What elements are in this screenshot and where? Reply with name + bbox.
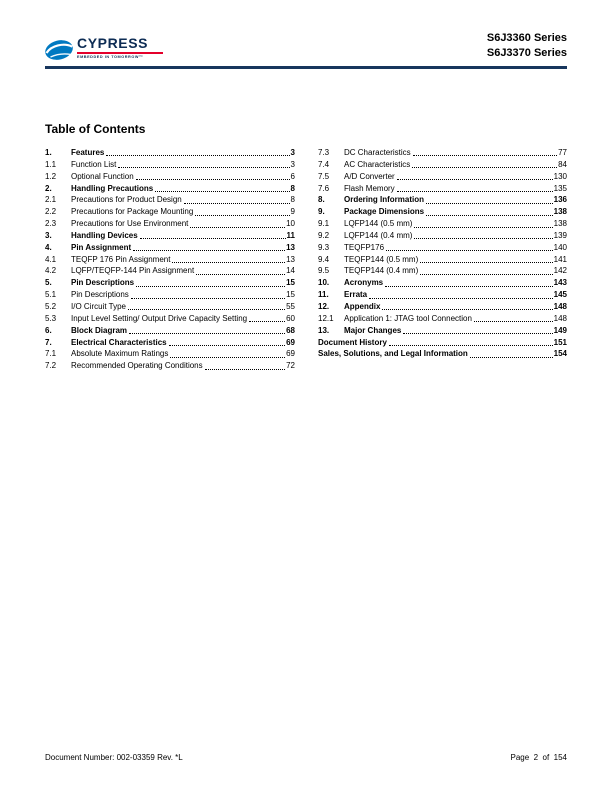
cypress-logo-mark <box>44 38 74 62</box>
toc-entry[interactable] <box>318 171 567 183</box>
toc-entry-label: LQFP/TEQFP-144 Pin Assignment <box>71 266 195 276</box>
toc-entry-number: 4. <box>45 242 52 252</box>
toc-entry[interactable] <box>318 242 567 254</box>
toc-dot-leader <box>106 147 289 156</box>
logo-tagline: EMBEDDED IN TOMORROW™ <box>77 54 144 59</box>
toc-entry-label: Major Changes <box>344 325 402 335</box>
toc-entry-page: 13 <box>286 242 295 252</box>
series-line-1: S6J3360 Series <box>486 32 567 44</box>
toc-entry-label: DC Characteristics <box>344 148 411 157</box>
toc-right-column <box>318 147 567 372</box>
toc-entry[interactable] <box>318 301 567 313</box>
toc-entry-page: 136 <box>553 195 567 205</box>
toc-entry[interactable] <box>45 147 295 159</box>
toc-entry-number: 9.4 <box>318 254 330 264</box>
toc-entry-label: Precautions for Product Design <box>71 195 182 205</box>
toc-entry[interactable] <box>45 230 295 242</box>
toc-entry-page: 135 <box>553 183 567 193</box>
toc-entry[interactable] <box>45 348 295 360</box>
toc-entry-label: Input Level Setting/ Output Drive Capacity Setting <box>71 313 248 323</box>
toc-dot-leader <box>420 265 552 274</box>
toc-dot-leader <box>426 194 553 203</box>
toc-dot-leader <box>155 183 289 192</box>
toc-entry[interactable] <box>45 218 295 230</box>
toc-entry-number: 2.3 <box>45 219 57 229</box>
toc-entry-page: 139 <box>553 230 567 240</box>
toc-dot-leader <box>190 218 285 227</box>
document-number: Document Number: 002-03359 Rev. *L <box>45 753 183 762</box>
toc-entry-page: 14 <box>286 266 295 276</box>
toc-entry[interactable] <box>45 301 295 313</box>
toc-dot-leader <box>195 206 289 215</box>
toc-entry-page: 143 <box>553 278 567 288</box>
toc-entry-label: Function List <box>71 159 117 169</box>
toc-entry-label: Ordering Information <box>344 195 424 205</box>
toc-entry[interactable] <box>318 147 567 159</box>
header-rule <box>45 66 567 69</box>
toc-entry-number: 5.2 <box>45 301 57 311</box>
toc-dot-leader <box>369 289 553 298</box>
toc-entry[interactable] <box>45 265 295 277</box>
toc-entry-label: Flash Memory <box>344 183 395 193</box>
toc-entry-page: 15 <box>286 278 295 288</box>
toc-dot-leader <box>403 325 552 334</box>
table-of-contents <box>45 147 567 372</box>
series-line-2: S6J3370 Series <box>486 47 567 59</box>
toc-entry-page: 154 <box>553 349 567 359</box>
toc-dot-leader <box>133 242 285 251</box>
toc-entry-label: Electrical Characteristics <box>71 337 167 347</box>
toc-entry-page: 8 <box>290 183 295 193</box>
toc-entry-label: A/D Converter <box>344 171 395 181</box>
toc-dot-leader <box>389 337 553 346</box>
toc-entry-label: Absolute Maximum Ratings <box>71 349 169 359</box>
toc-dot-leader <box>136 171 290 180</box>
toc-entry-page: 141 <box>553 254 567 264</box>
toc-entry-label: TEQFP144 (0.5 mm) <box>344 254 419 264</box>
toc-entry-number: 11. <box>318 290 329 300</box>
toc-entry[interactable] <box>45 360 295 372</box>
toc-dot-leader <box>474 313 553 322</box>
toc-entry-number: 7.1 <box>45 349 57 359</box>
toc-entry-number: 6. <box>45 325 52 335</box>
toc-entry-number: 2.1 <box>45 195 57 205</box>
toc-entry-label: Package Dimensions <box>344 207 425 217</box>
toc-entry-page: 11 <box>286 230 295 240</box>
toc-entry-page: 8 <box>290 195 295 205</box>
toc-entry-number: 3. <box>45 230 52 240</box>
toc-entry-page: 142 <box>553 266 567 276</box>
toc-dot-leader <box>414 230 552 239</box>
toc-dot-leader <box>131 289 285 298</box>
toc-entry[interactable] <box>45 289 295 301</box>
toc-entry-number: 12.1 <box>318 313 334 323</box>
cypress-logo-text <box>77 36 163 59</box>
toc-entry-label: Handling Devices <box>71 230 138 240</box>
toc-entry-page: 148 <box>553 301 567 311</box>
toc-entry-label: Precautions for Package Mounting <box>71 207 194 217</box>
series-title-block <box>487 31 567 61</box>
toc-entry[interactable] <box>318 206 567 218</box>
toc-entry[interactable] <box>318 194 567 206</box>
toc-dot-leader <box>184 194 290 203</box>
toc-entry[interactable] <box>45 325 295 337</box>
toc-entry-label: Optional Function <box>71 171 134 181</box>
toc-dot-leader <box>414 218 552 227</box>
toc-entry-label: Pin Descriptions <box>71 290 129 300</box>
toc-entry-number: 9.1 <box>318 219 330 229</box>
toc-entry-page: 72 <box>286 361 295 371</box>
toc-dot-leader <box>382 301 552 310</box>
toc-entry[interactable] <box>318 337 567 349</box>
toc-entry-number: 1.1 <box>45 159 57 169</box>
toc-entry-label: LQFP144 (0.5 mm) <box>344 219 413 229</box>
toc-entry-page: 15 <box>286 290 295 300</box>
toc-dot-leader <box>386 242 553 251</box>
page-footer <box>45 753 567 762</box>
toc-entry-label: TEQFP 176 Pin Assignment <box>71 254 171 264</box>
toc-entry[interactable] <box>45 183 295 195</box>
toc-entry-page: 69 <box>286 337 295 347</box>
toc-dot-leader <box>470 348 553 357</box>
toc-entry-page: 69 <box>286 349 295 359</box>
toc-entry-page: 55 <box>286 301 295 311</box>
toc-dot-leader <box>249 313 285 322</box>
cypress-logo <box>44 36 163 62</box>
toc-entry[interactable] <box>45 242 295 254</box>
toc-entry-page: 149 <box>553 325 567 335</box>
toc-entry-page: 9 <box>290 207 295 217</box>
toc-dot-leader <box>385 277 553 286</box>
toc-dot-leader <box>136 277 285 286</box>
toc-entry-page: 77 <box>558 148 567 157</box>
toc-entry[interactable] <box>318 313 567 325</box>
toc-entry-number: 5.1 <box>45 290 57 300</box>
toc-entry-page: 6 <box>290 171 295 181</box>
toc-entry-label: TEQFP176 <box>344 242 385 252</box>
toc-dot-leader <box>196 265 285 274</box>
toc-entry-page: 68 <box>286 325 295 335</box>
toc-dot-leader <box>118 159 289 168</box>
toc-entry[interactable] <box>318 289 567 301</box>
toc-entry-label: Acronyms <box>344 278 384 288</box>
toc-entry-number: 12. <box>318 301 330 311</box>
toc-entry-page: 3 <box>290 159 295 169</box>
toc-entry[interactable] <box>318 254 567 266</box>
page-title: Table of Contents <box>45 122 146 136</box>
toc-entry[interactable] <box>45 159 295 171</box>
toc-entry-number: 7.4 <box>318 159 330 169</box>
toc-entry-number: 2. <box>45 183 52 193</box>
toc-entry-number: 13. <box>318 325 330 335</box>
toc-entry-page: 10 <box>286 219 295 229</box>
toc-entry-label: TEQFP144 (0.4 mm) <box>344 266 419 276</box>
toc-entry[interactable] <box>318 183 567 195</box>
toc-entry[interactable] <box>318 218 567 230</box>
toc-entry-label: Pin Assignment <box>71 242 132 252</box>
toc-entry-number: 9. <box>318 207 325 217</box>
toc-entry[interactable] <box>318 230 567 242</box>
toc-dot-leader <box>413 147 557 156</box>
toc-dot-leader <box>140 230 286 239</box>
toc-entry-label: Errata <box>344 290 368 300</box>
toc-entry-label: LQFP144 (0.4 mm) <box>344 230 413 240</box>
toc-dot-leader <box>129 325 285 334</box>
toc-entry-label: Precautions for Use Environment <box>71 219 189 229</box>
toc-entry-number: 7. <box>45 337 52 347</box>
toc-dot-leader <box>420 254 552 263</box>
toc-dot-leader <box>205 360 285 369</box>
toc-entry-page: 13 <box>286 254 295 264</box>
toc-entry-label: AC Characteristics <box>344 159 411 169</box>
toc-entry-number: 10. <box>318 278 330 288</box>
toc-entry-label: Block Diagram <box>71 325 128 335</box>
toc-entry-label: Recommended Operating Conditions <box>71 361 203 371</box>
toc-entry-page: 138 <box>553 219 567 229</box>
toc-dot-leader <box>172 254 285 263</box>
toc-dot-leader <box>128 301 285 310</box>
toc-entry-number: 4.1 <box>45 254 57 264</box>
toc-dot-leader <box>397 183 553 192</box>
toc-entry[interactable] <box>45 277 295 289</box>
toc-entry[interactable] <box>45 337 295 349</box>
toc-entry-page: 3 <box>290 148 295 157</box>
toc-entry-number: 9.3 <box>318 242 330 252</box>
toc-entry[interactable] <box>45 206 295 218</box>
logo-red-rule <box>77 52 163 54</box>
toc-entry-page: 151 <box>553 337 567 347</box>
toc-dot-leader <box>412 159 557 168</box>
toc-entry-number: 7.2 <box>45 361 57 371</box>
toc-entry-label: Application 1: JTAG tool Connection <box>344 313 472 323</box>
toc-entry-label: Pin Descriptions <box>71 278 135 288</box>
toc-entry[interactable] <box>318 348 567 360</box>
page-number: Page 2 of 154 <box>510 753 567 762</box>
toc-entry-number: 5. <box>45 278 52 288</box>
toc-entry-label: Document History <box>318 337 387 347</box>
logo-brand-text: CYPRESS <box>77 35 149 51</box>
toc-entry-number: 9.5 <box>318 266 330 276</box>
toc-entry-label: Features <box>71 148 105 157</box>
toc-entry[interactable] <box>45 313 295 325</box>
toc-entry-number: 1. <box>45 148 52 157</box>
toc-dot-leader <box>169 337 285 346</box>
toc-entry[interactable] <box>45 171 295 183</box>
toc-entry-label: Appendix <box>344 301 381 311</box>
toc-entry-number: 8. <box>318 195 325 205</box>
toc-entry-page: 138 <box>553 207 567 217</box>
toc-entry-number: 7.6 <box>318 183 330 193</box>
toc-entry-page: 60 <box>286 313 295 323</box>
toc-dot-leader <box>426 206 553 215</box>
toc-entry-page: 84 <box>558 159 567 169</box>
toc-entry[interactable] <box>318 159 567 171</box>
toc-entry[interactable] <box>45 194 295 206</box>
toc-entry-label: Handling Precautions <box>71 183 154 193</box>
toc-left-column <box>45 147 295 372</box>
toc-entry-number: 7.5 <box>318 171 330 181</box>
toc-entry-number: 7.3 <box>318 148 330 157</box>
toc-entry-label: Sales, Solutions, and Legal Information <box>318 349 468 359</box>
toc-entry-number: 9.2 <box>318 230 330 240</box>
toc-entry-number: 2.2 <box>45 207 57 217</box>
toc-entry-label: I/O Circuit Type <box>71 301 126 311</box>
toc-entry[interactable] <box>45 254 295 266</box>
toc-entry[interactable] <box>318 325 567 337</box>
toc-entry-page: 145 <box>553 290 567 300</box>
toc-entry-number: 5.3 <box>45 313 57 323</box>
toc-entry-number: 4.2 <box>45 266 57 276</box>
toc-dot-leader <box>397 171 553 180</box>
toc-entry-page: 130 <box>553 171 567 181</box>
toc-entry-page: 148 <box>553 313 567 323</box>
toc-entry-page: 140 <box>553 242 567 252</box>
toc-entry[interactable] <box>318 265 567 277</box>
toc-dot-leader <box>170 348 285 357</box>
toc-entry-number: 1.2 <box>45 171 57 181</box>
toc-entry[interactable] <box>318 277 567 289</box>
